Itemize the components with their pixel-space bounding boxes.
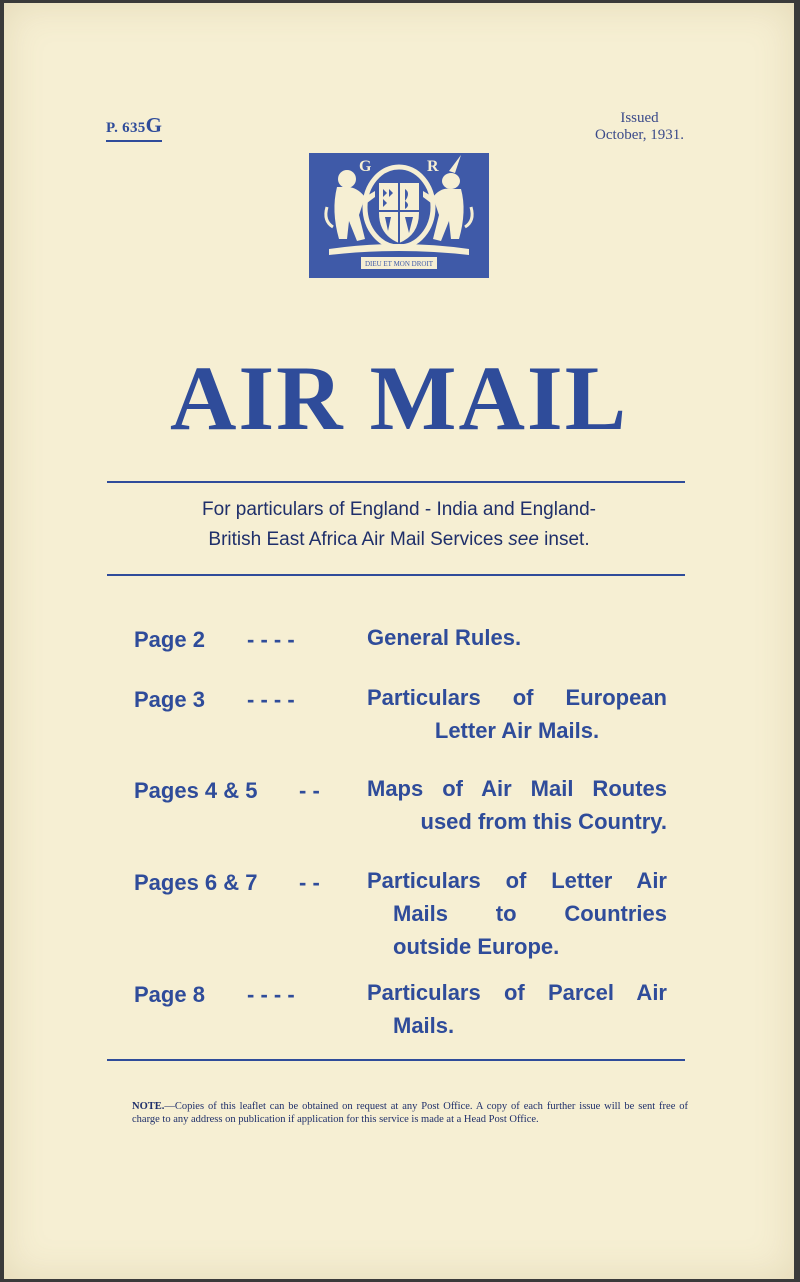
contents-page: Pages 6 & 7 [134, 870, 258, 895]
contents-description-line: Particulars of European [367, 685, 667, 710]
contents-leader: - - - - [247, 982, 295, 1007]
divider-top [107, 481, 685, 483]
subtitle-line-2 [104, 525, 694, 555]
contents-description-line: used from this Country. [420, 809, 667, 834]
contents-description [367, 976, 667, 1042]
contents-description [367, 864, 667, 963]
leaflet-page [4, 3, 794, 1279]
contents-description-line: Particulars of Parcel Air [367, 980, 667, 1005]
contents-description-line: Maps of Air Mail Routes [367, 776, 667, 801]
contents-page: Page 2 [134, 627, 205, 652]
contents-description [367, 772, 667, 838]
footnote-text: —Copies of this leaflet can be obtained on request at any Post Office. A copy of each further issue will be sent free of charge to any address on publication if application for this service is made at a Head Post Office. [132, 1101, 688, 1125]
contents-leader: - - [299, 870, 320, 895]
subtitle-line-2-start: British East Africa Air Mail Services [208, 529, 509, 550]
form-code-number: P. 635 [106, 120, 146, 136]
contents-page: Page 8 [134, 982, 205, 1007]
footnote-label: NOTE. [132, 1101, 165, 1112]
contents-description [367, 681, 667, 747]
subtitle-line-2-end: inset. [538, 529, 590, 550]
page-title: AIR MAIL [169, 347, 629, 449]
footnote [132, 1100, 688, 1126]
divider-bottom [107, 1059, 685, 1061]
motto: DIEU ET MON DROIT [364, 260, 434, 268]
cipher-left: G [359, 158, 372, 175]
subtitle-line-1: For particulars of England - India and England- [202, 499, 596, 520]
contents-page: Pages 4 & 5 [134, 778, 258, 803]
subtitle [104, 495, 694, 555]
contents-description-line: Particulars of Letter Air [367, 868, 667, 893]
subtitle-see: see [508, 529, 539, 550]
contents-page: Page 3 [134, 687, 205, 712]
issue-info [595, 110, 684, 144]
contents-description [367, 621, 667, 654]
contents-description-line: outside Europe. [393, 934, 560, 959]
contents-leader: - - [299, 778, 320, 803]
divider-middle [107, 574, 685, 576]
issued-date: October, 1931. [595, 127, 684, 143]
cipher-right: R [427, 158, 439, 175]
contents-leader: - - - - [247, 687, 295, 712]
form-code-suffix: G [145, 113, 163, 137]
contents-description-line: Mails to Countries [393, 901, 667, 926]
issued-label: Issued [620, 110, 659, 126]
contents-leader: - - - - [247, 627, 295, 652]
contents-description-line: Mails. [393, 1013, 455, 1038]
contents-description-line: General Rules. [367, 625, 522, 650]
form-code [106, 113, 162, 142]
contents-description-line: Letter Air Mails. [434, 718, 600, 743]
royal-coat-of-arms-icon [309, 131, 489, 278]
